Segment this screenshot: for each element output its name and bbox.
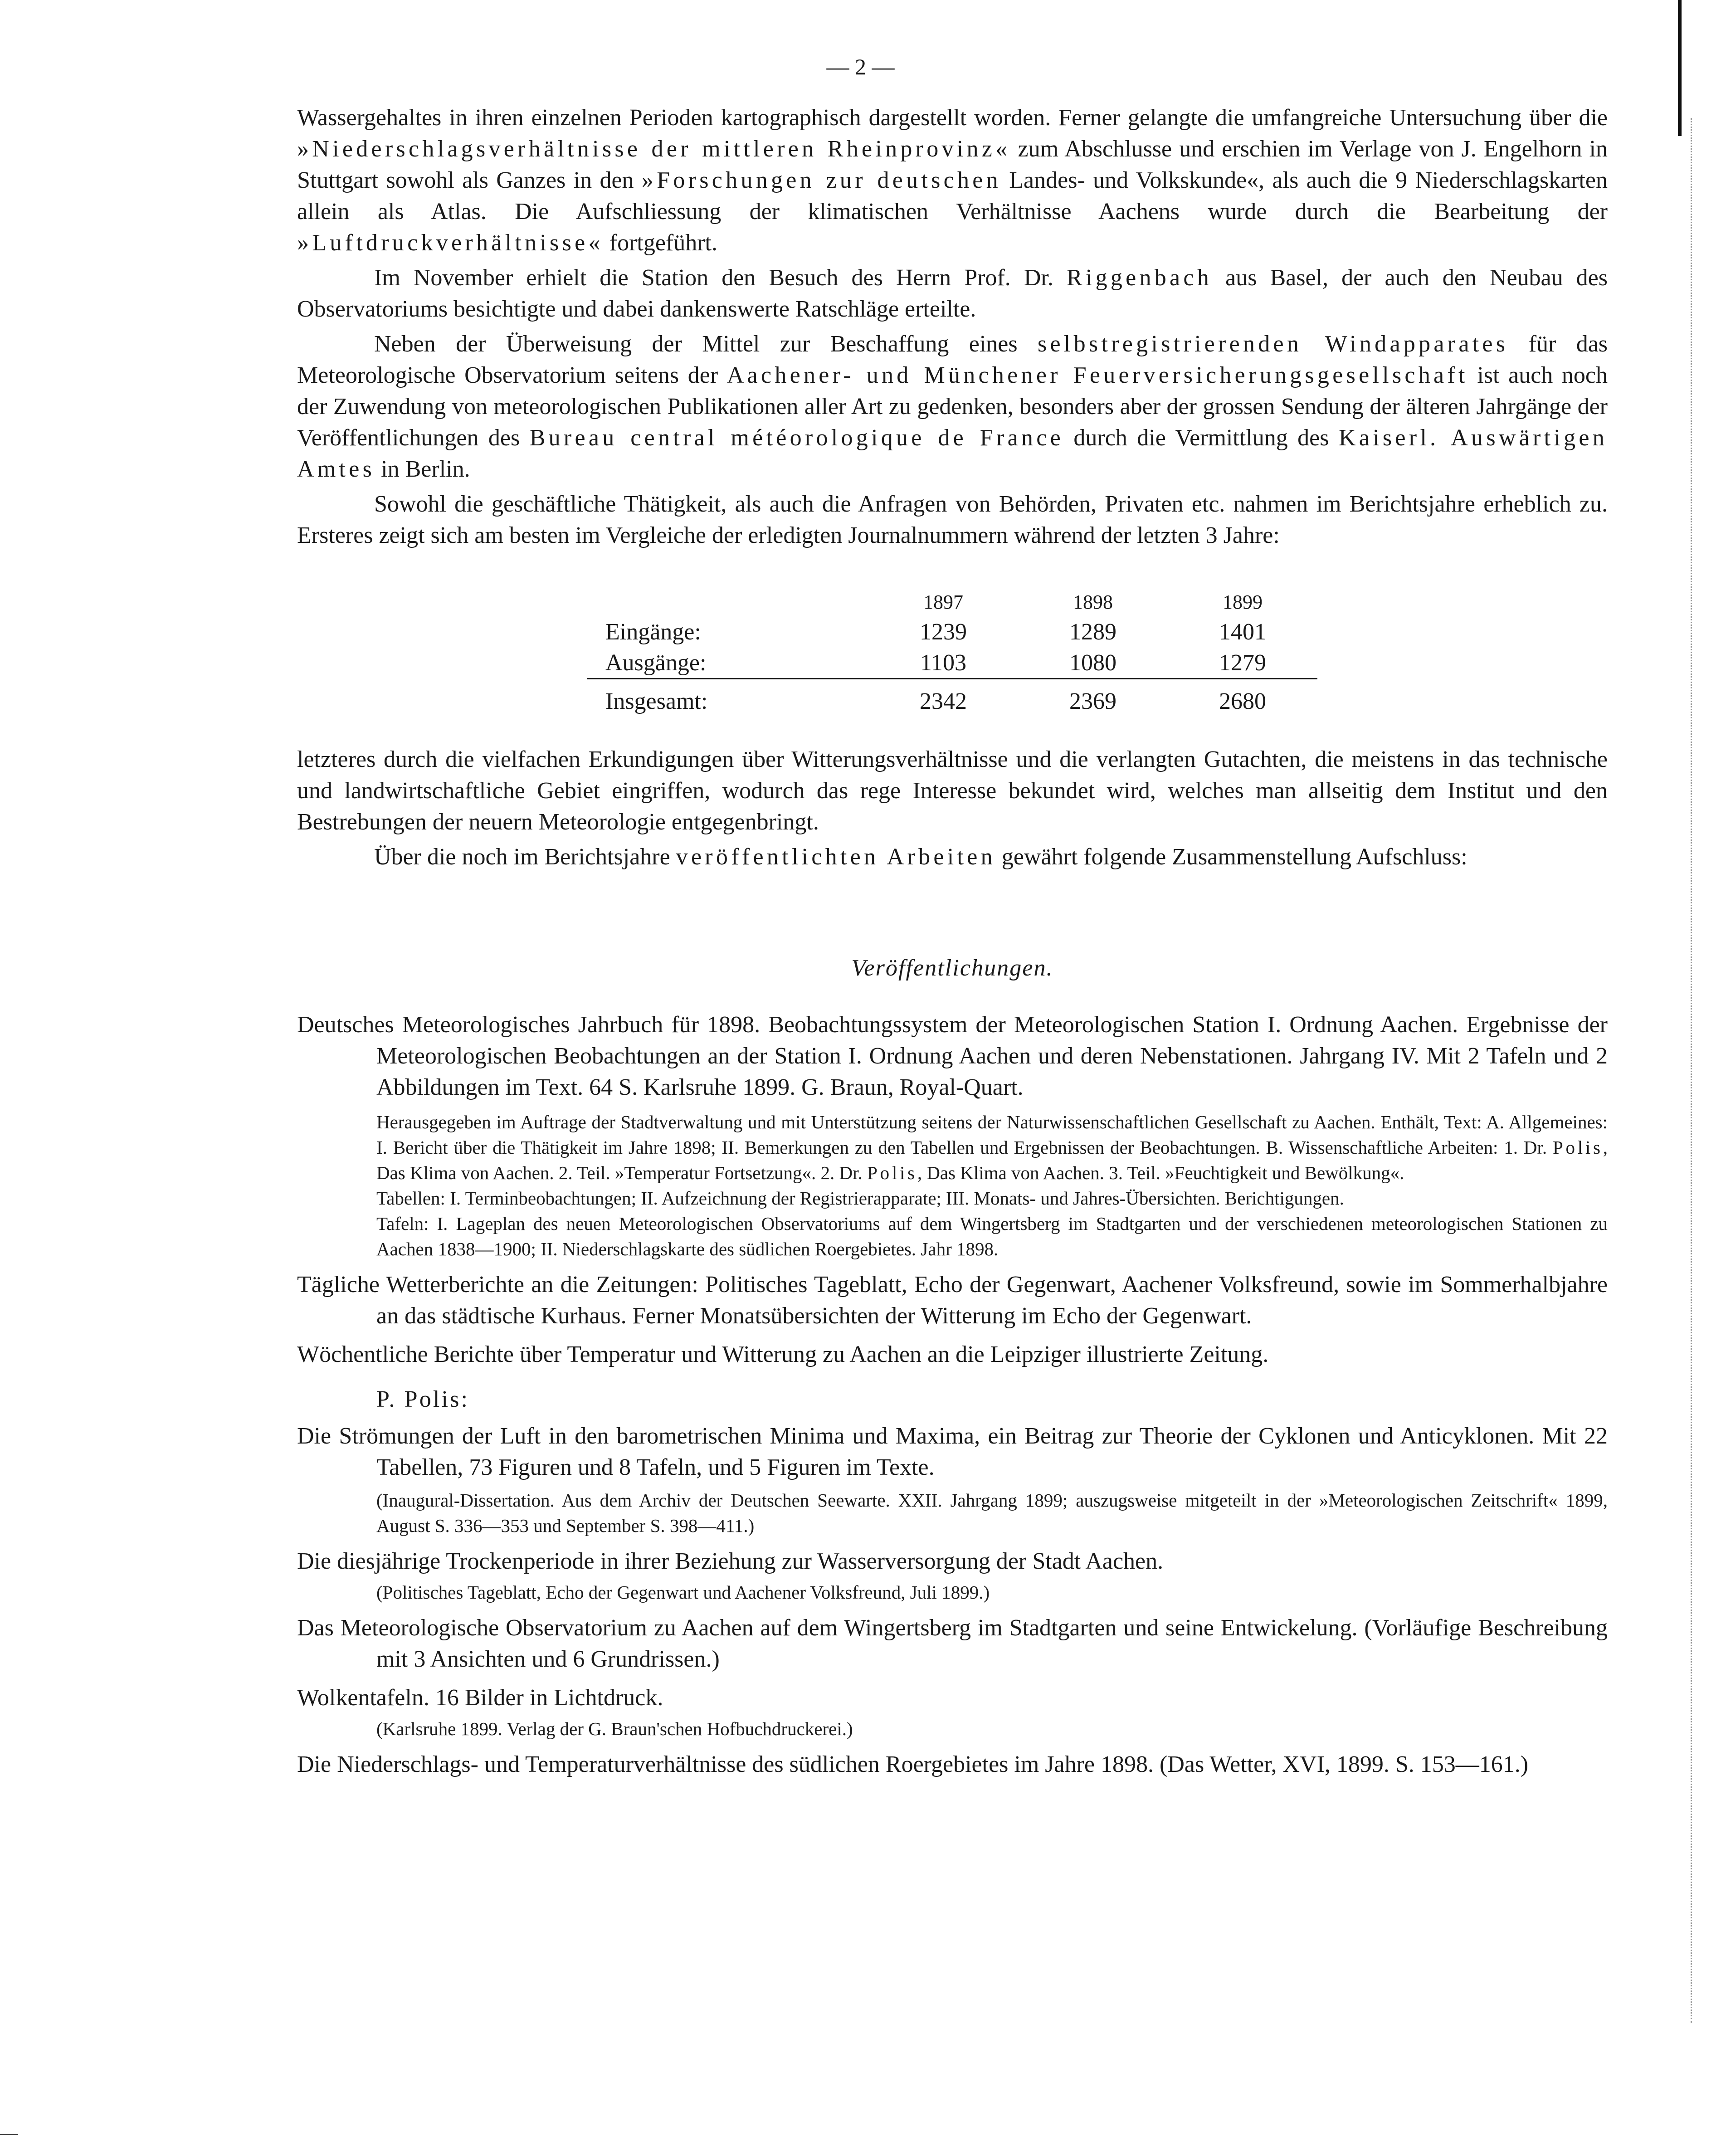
table-row-ausgaenge: [587, 647, 1317, 679]
publication-entry: Wolkentafeln. 16 Bilder in Lichtdruck.: [297, 1685, 663, 1711]
paragraph-3: Neben der Überweisung der Mittel zur Beschaffung eines selbstregistrierenden Windapparates für das Meteorologische Observatorium seitens der Aachener- und Münchener Feuerversicherungsgesellschaft ist auch noch der Zuwendung von meteorologischen Publikationen aller Art zu gedenken, besonders aber der grossen Sendung der älteren Jahrgänge der Veröffentlichungen des Bureau central météorologique de France durch die Vermittlung des Kaiserl. Auswärtigen Amtes in Berlin.: [297, 331, 1608, 482]
table-row-eingaenge: [587, 616, 1317, 647]
publication-note: (Karlsruhe 1899. Verlag der G. Braun'schen Hofbuchdruckerei.): [376, 1718, 853, 1739]
publication-entry: Die Strömungen der Luft in den barometrischen Minima und Maxima, ein Beitrag zur Theorie der Cyklonen und Anticyklonen. Mit 22 Tabellen, 73 Figuren und 8 Tafeln, und 5 Figuren im Texte.: [297, 1423, 1608, 1480]
table-cell: 1080: [1069, 649, 1116, 676]
table-cell: 2342: [868, 679, 1018, 717]
publication-entry: Die diesjährige Trockenperiode in ihrer Beziehung zur Wasserversorgung der Stadt Aachen.: [297, 1548, 1164, 1574]
table-cell: 2369: [1018, 679, 1168, 717]
row-label: Eingänge:: [605, 619, 701, 645]
publication-entry: Wöchentliche Berichte über Temperatur und Witterung zu Aachen an die Leipziger illustrierte Zeitung.: [297, 1341, 1269, 1367]
paragraph-4: Sowohl die geschäftliche Thätigkeit, als auch die Anfragen von Behörden, Privaten etc. nahmen im Berichtsjahre erheblich zu. Ersteres zeigt sich am besten im Vergleiche der erledigten Journalnummern während der letzten 3 Jahre:: [297, 491, 1608, 548]
publication-entry: Tägliche Wetterberichte an die Zeitungen: Politisches Tageblatt, Echo der Gegenwart, Aachener Volksfreund, sowie im Sommerhalbjahre an das städtische Kurhaus. Ferner Monatsübersichten der Witterung im Echo der Gegenwart.: [297, 1272, 1608, 1329]
table-cell: 1103: [920, 649, 967, 676]
publication-note: (Inaugural-Dissertation. Aus dem Archiv der Deutschen Seewarte. XXII. Jahrgang 1899; auszugsweise mitgeteilt in der »Meteorologischen Zeitschrift« 1899, August S. 336—353 und September S. 398—411.): [376, 1490, 1608, 1536]
table-cell: 1279: [1219, 649, 1266, 676]
publication-note: Tafeln: I. Lageplan des neuen Meteorologischen Observatoriums auf dem Wingertsberg im Stadtgarten und der verschiedenen meteorologischen Stationen zu Aachen 1838—1900; II. Niederschlagskarte des südlichen Roergebietes. Jahr 1898.: [376, 1213, 1608, 1259]
page-number: — 2 —: [826, 54, 895, 79]
row-label: Ausgänge:: [605, 649, 707, 676]
body-upper: [297, 102, 1608, 551]
publication-note: (Politisches Tageblatt, Echo der Gegenwart und Aachener Volksfreund, Juli 1899.): [376, 1582, 990, 1603]
journal-numbers-table: [587, 587, 1317, 717]
publication-note: Herausgegeben im Auftrage der Stadtverwaltung und mit Unterstützung seitens der Naturwissenschaftlichen Gesellschaft zu Aachen. Enthält, Text: A. Allgemeines: I. Bericht über die Thätigkeit im Jahre 1898; II. Bemerkungen zu den Tabellen und Ergebnissen der Beobachtungen. B. Wissenschaftliche Arbeiten: 1. Dr. Polis, Das Klima von Aachen. 2. Teil. »Temperatur Fortsetzung«. 2. Dr. Polis, Das Klima von Aachen. 3. Teil. »Feuchtigkeit und Bewölkung«.: [376, 1112, 1608, 1183]
year-header: 1897: [923, 590, 963, 613]
table-cell: 1289: [1069, 619, 1116, 645]
author-heading: P. Polis:: [376, 1386, 470, 1412]
table-row-total: [587, 679, 1317, 717]
publication-entry: Deutsches Meteorologisches Jahrbuch für 1898. Beobachtungssystem der Meteorologischen Station I. Ordnung Aachen. Ergebnisse der Meteorologischen Beobachtungen an der Station I. Ordnung Aachen und deren Nebenstationen. Jahrgang IV. Mit 2 Tafeln und 2 Abbildungen im Text. 64 S. Karlsruhe 1899. G. Braun, Royal-Quart.: [297, 1012, 1608, 1100]
table-header-empty: [587, 587, 868, 616]
paragraph-2: Im November erhielt die Station den Besuch des Herrn Prof. Dr. Riggenbach aus Basel, der auch den Neubau des Observatoriums besichtigte und dabei dankenswerte Ratschläge erteilte.: [297, 265, 1608, 322]
publications-list: [297, 1009, 1608, 1780]
body-middle: [297, 744, 1608, 873]
scan-edge-dots: [1691, 118, 1693, 2023]
scan-corner-mark: [0, 2134, 18, 2135]
paragraph-5: letzteres durch die vielfachen Erkundigungen über Witterungsverhältnisse und die verlangten Gutachten, die meistens in das technische und landwirtschaftliche Gebiet eingriffen, wodurch das rege Interesse bekundet wird, welches man allseitig dem Institut und den Bestrebungen der neuern Meteorologie entgegenbringt.: [297, 746, 1608, 835]
year-header: 1898: [1073, 590, 1113, 613]
year-header: 1899: [1223, 590, 1263, 613]
publication-note: Tabellen: I. Terminbeobachtungen; II. Aufzeichnung der Registrierapparate; III. Monats- und Jahres-Übersichten. Berichtigungen.: [376, 1188, 1344, 1209]
paragraph-1: Wassergehaltes in ihren einzelnen Perioden kartographisch dargestellt worden. Ferner gelangte die umfangreiche Untersuchung über die »Niederschlagsverhältnisse der mittleren Rheinprovinz« zum Abschlusse und erschien im Verlage von J. Engelhorn in Stuttgart sowohl als Ganzes in den »Forschungen zur deutschen Landes- und Volkskunde«, als auch die 9 Niederschlagskarten allein als Atlas. Die Aufschliessung der klimatischen Verhältnisse Aachens wurde durch die Bearbeitung der »Luftdruckverhältnisse« fortgeführt.: [297, 105, 1608, 256]
section-title: Veröffentlichungen.: [851, 955, 1053, 981]
table-cell: 1239: [920, 619, 967, 645]
paragraph-6: Über die noch im Berichtsjahre veröffentlichten Arbeiten gewährt folgende Zusammenstellung Aufschluss:: [374, 844, 1467, 870]
publication-entry: Die Niederschlags- und Temperaturverhältnisse des südlichen Roergebietes im Jahre 1898. (Das Wetter, XVI, 1899. S. 153—161.): [297, 1751, 1529, 1777]
table-cell: 1401: [1219, 619, 1266, 645]
table-header-row: [587, 587, 1317, 616]
table-cell: 2680: [1168, 679, 1317, 717]
publication-entry: Das Meteorologische Observatorium zu Aachen auf dem Wingertsberg im Stadtgarten und seine Entwickelung. (Vorläufige Beschreibung mit 3 Ansichten und 6 Grundrissen.): [297, 1615, 1608, 1672]
row-label: Insgesamt:: [587, 679, 868, 717]
